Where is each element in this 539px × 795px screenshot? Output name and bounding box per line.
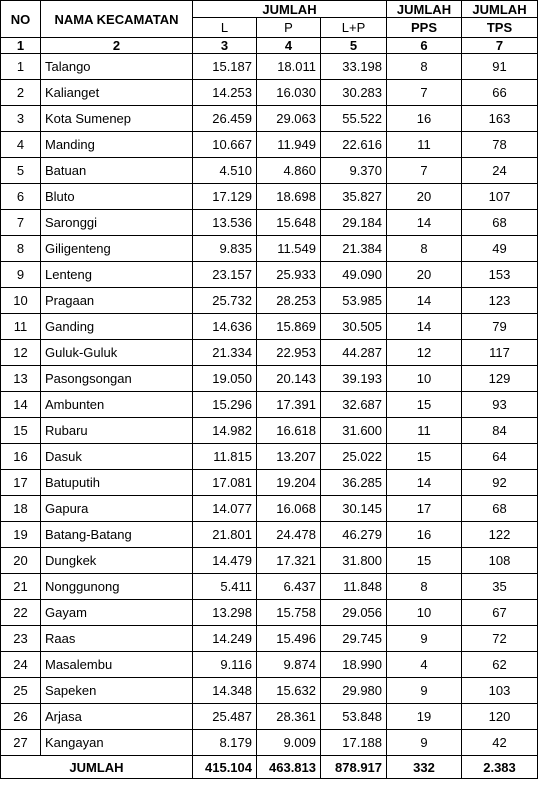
cell-no: 22 xyxy=(1,600,41,626)
cell-p: 6.437 xyxy=(257,574,321,600)
cell-p: 18.011 xyxy=(257,54,321,80)
cell-pps: 19 xyxy=(387,704,462,730)
cell-lp: 18.990 xyxy=(321,652,387,678)
cell-p: 25.933 xyxy=(257,262,321,288)
cell-pps: 12 xyxy=(387,340,462,366)
cell-pps: 11 xyxy=(387,418,462,444)
cell-p: 19.204 xyxy=(257,470,321,496)
cell-kecamatan: Kota Sumenep xyxy=(41,106,193,132)
cell-tps: 24 xyxy=(462,158,538,184)
cell-pps: 15 xyxy=(387,392,462,418)
cell-l: 14.249 xyxy=(193,626,257,652)
table-row xyxy=(1,288,538,314)
cell-kecamatan: Dungkek xyxy=(41,548,193,574)
cell-lp: 32.687 xyxy=(321,392,387,418)
total-tps: 2.383 xyxy=(462,756,538,779)
table-row xyxy=(1,704,538,730)
table-row xyxy=(1,470,538,496)
cell-pps: 14 xyxy=(387,470,462,496)
cell-p: 24.478 xyxy=(257,522,321,548)
cell-tps: 122 xyxy=(462,522,538,548)
cell-kecamatan: Talango xyxy=(41,54,193,80)
cell-p: 9.009 xyxy=(257,730,321,756)
cell-lp: 39.193 xyxy=(321,366,387,392)
table-row xyxy=(1,80,538,106)
table-row xyxy=(1,262,538,288)
cell-kecamatan: Batuputih xyxy=(41,470,193,496)
cell-kecamatan: Kangayan xyxy=(41,730,193,756)
table-row xyxy=(1,184,538,210)
cell-lp: 36.285 xyxy=(321,470,387,496)
cell-l: 25.732 xyxy=(193,288,257,314)
cell-kecamatan: Sapeken xyxy=(41,678,193,704)
total-l: 415.104 xyxy=(193,756,257,779)
column-number: 4 xyxy=(257,38,321,54)
cell-pps: 15 xyxy=(387,444,462,470)
cell-l: 25.487 xyxy=(193,704,257,730)
header-nama-kecamatan: NAMA KECAMATAN xyxy=(41,1,193,38)
cell-no: 25 xyxy=(1,678,41,704)
column-number: 6 xyxy=(387,38,462,54)
cell-p: 15.758 xyxy=(257,600,321,626)
cell-tps: 123 xyxy=(462,288,538,314)
cell-kecamatan: Manding xyxy=(41,132,193,158)
total-label: JUMLAH xyxy=(1,756,193,779)
table-row xyxy=(1,652,538,678)
cell-tps: 66 xyxy=(462,80,538,106)
cell-p: 16.618 xyxy=(257,418,321,444)
table-row xyxy=(1,210,538,236)
cell-no: 18 xyxy=(1,496,41,522)
cell-pps: 16 xyxy=(387,522,462,548)
cell-no: 23 xyxy=(1,626,41,652)
cell-l: 9.835 xyxy=(193,236,257,262)
cell-pps: 20 xyxy=(387,184,462,210)
cell-tps: 49 xyxy=(462,236,538,262)
cell-pps: 8 xyxy=(387,54,462,80)
cell-tps: 64 xyxy=(462,444,538,470)
cell-no: 4 xyxy=(1,132,41,158)
cell-tps: 68 xyxy=(462,496,538,522)
cell-tps: 163 xyxy=(462,106,538,132)
cell-l: 14.982 xyxy=(193,418,257,444)
cell-no: 3 xyxy=(1,106,41,132)
cell-no: 20 xyxy=(1,548,41,574)
cell-tps: 117 xyxy=(462,340,538,366)
cell-tps: 103 xyxy=(462,678,538,704)
cell-tps: 42 xyxy=(462,730,538,756)
cell-p: 28.361 xyxy=(257,704,321,730)
cell-pps: 9 xyxy=(387,626,462,652)
cell-p: 13.207 xyxy=(257,444,321,470)
cell-kecamatan: Kalianget xyxy=(41,80,193,106)
cell-l: 14.348 xyxy=(193,678,257,704)
table-row xyxy=(1,236,538,262)
header-jumlah: JUMLAH xyxy=(193,1,387,18)
cell-l: 15.296 xyxy=(193,392,257,418)
cell-l: 17.129 xyxy=(193,184,257,210)
table-row xyxy=(1,366,538,392)
cell-l: 15.187 xyxy=(193,54,257,80)
cell-kecamatan: Rubaru xyxy=(41,418,193,444)
table-row xyxy=(1,626,538,652)
cell-no: 13 xyxy=(1,366,41,392)
cell-pps: 9 xyxy=(387,730,462,756)
table-row xyxy=(1,548,538,574)
cell-l: 5.411 xyxy=(193,574,257,600)
column-number: 3 xyxy=(193,38,257,54)
column-number: 5 xyxy=(321,38,387,54)
cell-l: 19.050 xyxy=(193,366,257,392)
cell-pps: 7 xyxy=(387,80,462,106)
cell-tps: 35 xyxy=(462,574,538,600)
cell-pps: 10 xyxy=(387,366,462,392)
cell-lp: 33.198 xyxy=(321,54,387,80)
header-l: L xyxy=(193,18,257,38)
cell-l: 23.157 xyxy=(193,262,257,288)
cell-lp: 25.022 xyxy=(321,444,387,470)
cell-lp: 49.090 xyxy=(321,262,387,288)
cell-p: 29.063 xyxy=(257,106,321,132)
cell-lp: 31.800 xyxy=(321,548,387,574)
cell-no: 27 xyxy=(1,730,41,756)
table-row xyxy=(1,496,538,522)
cell-no: 26 xyxy=(1,704,41,730)
cell-tps: 62 xyxy=(462,652,538,678)
cell-tps: 91 xyxy=(462,54,538,80)
cell-p: 15.632 xyxy=(257,678,321,704)
cell-l: 8.179 xyxy=(193,730,257,756)
cell-lp: 9.370 xyxy=(321,158,387,184)
cell-p: 15.648 xyxy=(257,210,321,236)
cell-kecamatan: Batuan xyxy=(41,158,193,184)
cell-p: 20.143 xyxy=(257,366,321,392)
cell-p: 17.321 xyxy=(257,548,321,574)
header-pps: PPS xyxy=(387,18,462,38)
cell-p: 9.874 xyxy=(257,652,321,678)
cell-kecamatan: Pasongsongan xyxy=(41,366,193,392)
cell-tps: 79 xyxy=(462,314,538,340)
cell-l: 21.334 xyxy=(193,340,257,366)
cell-kecamatan: Guluk-Guluk xyxy=(41,340,193,366)
cell-kecamatan: Nonggunong xyxy=(41,574,193,600)
cell-p: 16.068 xyxy=(257,496,321,522)
cell-lp: 55.522 xyxy=(321,106,387,132)
cell-lp: 11.848 xyxy=(321,574,387,600)
table-row xyxy=(1,54,538,80)
cell-l: 14.636 xyxy=(193,314,257,340)
cell-tps: 67 xyxy=(462,600,538,626)
cell-p: 4.860 xyxy=(257,158,321,184)
cell-tps: 78 xyxy=(462,132,538,158)
cell-l: 13.298 xyxy=(193,600,257,626)
cell-pps: 14 xyxy=(387,210,462,236)
cell-pps: 7 xyxy=(387,158,462,184)
total-pps: 332 xyxy=(387,756,462,779)
cell-p: 17.391 xyxy=(257,392,321,418)
cell-no: 19 xyxy=(1,522,41,548)
cell-no: 15 xyxy=(1,418,41,444)
table-row xyxy=(1,522,538,548)
cell-pps: 16 xyxy=(387,106,462,132)
cell-l: 26.459 xyxy=(193,106,257,132)
cell-lp: 21.384 xyxy=(321,236,387,262)
cell-pps: 15 xyxy=(387,548,462,574)
cell-pps: 9 xyxy=(387,678,462,704)
cell-p: 15.496 xyxy=(257,626,321,652)
cell-l: 10.667 xyxy=(193,132,257,158)
cell-l: 13.536 xyxy=(193,210,257,236)
cell-lp: 29.056 xyxy=(321,600,387,626)
total-lp: 878.917 xyxy=(321,756,387,779)
cell-pps: 4 xyxy=(387,652,462,678)
cell-l: 4.510 xyxy=(193,158,257,184)
cell-lp: 31.600 xyxy=(321,418,387,444)
table-row xyxy=(1,106,538,132)
cell-p: 18.698 xyxy=(257,184,321,210)
cell-pps: 17 xyxy=(387,496,462,522)
column-number: 1 xyxy=(1,38,41,54)
total-row xyxy=(1,756,538,779)
table-row xyxy=(1,158,538,184)
cell-lp: 30.283 xyxy=(321,80,387,106)
cell-l: 14.077 xyxy=(193,496,257,522)
column-number: 2 xyxy=(41,38,193,54)
cell-no: 5 xyxy=(1,158,41,184)
header-row xyxy=(1,1,538,18)
cell-lp: 29.980 xyxy=(321,678,387,704)
cell-kecamatan: Masalembu xyxy=(41,652,193,678)
cell-lp: 46.279 xyxy=(321,522,387,548)
cell-p: 11.549 xyxy=(257,236,321,262)
cell-kecamatan: Dasuk xyxy=(41,444,193,470)
header-jumlah-pps: JUMLAH xyxy=(387,1,462,18)
cell-kecamatan: Lenteng xyxy=(41,262,193,288)
cell-lp: 35.827 xyxy=(321,184,387,210)
cell-kecamatan: Ganding xyxy=(41,314,193,340)
cell-pps: 11 xyxy=(387,132,462,158)
cell-tps: 107 xyxy=(462,184,538,210)
table-row xyxy=(1,444,538,470)
column-number: 7 xyxy=(462,38,538,54)
cell-no: 11 xyxy=(1,314,41,340)
cell-no: 9 xyxy=(1,262,41,288)
cell-lp: 53.848 xyxy=(321,704,387,730)
cell-lp: 29.184 xyxy=(321,210,387,236)
cell-p: 28.253 xyxy=(257,288,321,314)
cell-no: 16 xyxy=(1,444,41,470)
cell-no: 17 xyxy=(1,470,41,496)
cell-no: 24 xyxy=(1,652,41,678)
column-number-row xyxy=(1,38,538,54)
cell-l: 14.479 xyxy=(193,548,257,574)
cell-no: 2 xyxy=(1,80,41,106)
table-body xyxy=(1,54,538,756)
cell-tps: 68 xyxy=(462,210,538,236)
table-row xyxy=(1,392,538,418)
cell-no: 10 xyxy=(1,288,41,314)
cell-pps: 8 xyxy=(387,574,462,600)
header-no: NO xyxy=(1,1,41,38)
cell-pps: 20 xyxy=(387,262,462,288)
cell-no: 21 xyxy=(1,574,41,600)
table-row xyxy=(1,574,538,600)
cell-tps: 153 xyxy=(462,262,538,288)
cell-lp: 17.188 xyxy=(321,730,387,756)
cell-no: 8 xyxy=(1,236,41,262)
cell-tps: 92 xyxy=(462,470,538,496)
cell-kecamatan: Saronggi xyxy=(41,210,193,236)
cell-kecamatan: Gapura xyxy=(41,496,193,522)
cell-p: 16.030 xyxy=(257,80,321,106)
cell-no: 6 xyxy=(1,184,41,210)
cell-kecamatan: Pragaan xyxy=(41,288,193,314)
cell-tps: 108 xyxy=(462,548,538,574)
header-p: P xyxy=(257,18,321,38)
table-row xyxy=(1,340,538,366)
cell-lp: 30.145 xyxy=(321,496,387,522)
cell-pps: 14 xyxy=(387,314,462,340)
cell-tps: 120 xyxy=(462,704,538,730)
cell-kecamatan: Batang-Batang xyxy=(41,522,193,548)
cell-lp: 44.287 xyxy=(321,340,387,366)
cell-kecamatan: Bluto xyxy=(41,184,193,210)
cell-kecamatan: Raas xyxy=(41,626,193,652)
cell-no: 12 xyxy=(1,340,41,366)
table-row xyxy=(1,314,538,340)
cell-lp: 53.985 xyxy=(321,288,387,314)
table-row xyxy=(1,132,538,158)
table-row xyxy=(1,418,538,444)
cell-tps: 84 xyxy=(462,418,538,444)
cell-no: 1 xyxy=(1,54,41,80)
cell-pps: 8 xyxy=(387,236,462,262)
cell-p: 15.869 xyxy=(257,314,321,340)
cell-tps: 129 xyxy=(462,366,538,392)
cell-tps: 72 xyxy=(462,626,538,652)
cell-kecamatan: Gayam xyxy=(41,600,193,626)
table-row xyxy=(1,678,538,704)
cell-l: 11.815 xyxy=(193,444,257,470)
cell-no: 7 xyxy=(1,210,41,236)
table-row xyxy=(1,730,538,756)
total-p: 463.813 xyxy=(257,756,321,779)
header-lp: L+P xyxy=(321,18,387,38)
cell-pps: 10 xyxy=(387,600,462,626)
cell-l: 9.116 xyxy=(193,652,257,678)
cell-l: 17.081 xyxy=(193,470,257,496)
cell-kecamatan: Ambunten xyxy=(41,392,193,418)
header-tps: TPS xyxy=(462,18,538,38)
cell-lp: 29.745 xyxy=(321,626,387,652)
cell-p: 22.953 xyxy=(257,340,321,366)
cell-p: 11.949 xyxy=(257,132,321,158)
cell-l: 21.801 xyxy=(193,522,257,548)
header-jumlah-tps: JUMLAH xyxy=(462,1,538,18)
cell-kecamatan: Arjasa xyxy=(41,704,193,730)
cell-lp: 22.616 xyxy=(321,132,387,158)
cell-l: 14.253 xyxy=(193,80,257,106)
cell-pps: 14 xyxy=(387,288,462,314)
cell-no: 14 xyxy=(1,392,41,418)
cell-tps: 93 xyxy=(462,392,538,418)
cell-lp: 30.505 xyxy=(321,314,387,340)
cell-kecamatan: Giligenteng xyxy=(41,236,193,262)
table-row xyxy=(1,600,538,626)
